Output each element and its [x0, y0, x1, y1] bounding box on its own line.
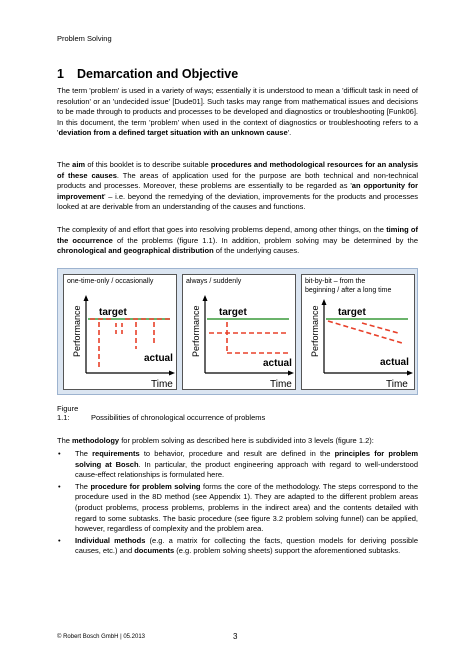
- p3-text: of the underlying causes.: [213, 246, 300, 256]
- p4-text: The: [57, 436, 73, 445]
- sudden-chart: [183, 275, 295, 389]
- bullet-icon: •: [58, 535, 61, 545]
- bullet-list: [57, 449, 418, 558]
- item-bold: principles for problem solving at Bosch: [75, 449, 418, 469]
- time-label: Time: [386, 379, 408, 389]
- paragraph-definition: [57, 86, 418, 139]
- section-heading: [57, 67, 238, 81]
- paragraph-complexity: [57, 225, 418, 257]
- section-title: Demarcation and Objective: [77, 67, 239, 81]
- target-label: target: [338, 307, 366, 318]
- item-text: (e.g. a matrix for collecting the facts, question models for deriving possible causes, etc.) and: [75, 535, 418, 556]
- p3-text: of the problems (figure 1.1). In addition, problem solving may be determined by the: [112, 235, 418, 245]
- p3-distribution-bold: chronological and geographical distribution: [57, 246, 214, 256]
- p4-text: for problem solving as described here is subdivided into 3 levels (figure 1.2):: [119, 436, 374, 445]
- item-bold: requirements: [92, 449, 140, 458]
- occasional-chart: [64, 275, 176, 389]
- item-text: to behavior, procedure and result are defined in the: [139, 449, 335, 458]
- target-label: target: [99, 307, 127, 318]
- gradual-chart: [302, 275, 414, 389]
- p3-text: The complexity of and effort that goes into resolving problems depend, among other things, on the: [57, 225, 387, 234]
- panel-label: always / suddenly: [186, 278, 242, 285]
- time-label: Time: [151, 379, 173, 389]
- figure-caption: [57, 404, 265, 422]
- performance-label: Performance: [72, 305, 82, 357]
- caption-text: Possibilities of chronological occurrence of problems: [91, 413, 266, 422]
- panel-occasional: [63, 274, 177, 390]
- running-header: Problem Solving: [57, 34, 112, 43]
- p2-text: . The areas of application used for the purpose are both technical and non-technical products and processes. Moreover, these problems are essentially to be regarded as ': [57, 170, 418, 191]
- list-item: [57, 449, 418, 481]
- item-text: forms the core of the methodology. The steps correspond to the procedure used in the 8D method (see Appendix 1). They are adapted to the different problem areas (product problems, process problems, problems in the indirect area) and the contents detailed with regard to some subtasks. The basic procedure (see figure 3.2 problem solving funnel) can be applied, however, regardless of complexity and the problem area.: [75, 481, 419, 534]
- actual-label: actual: [380, 357, 409, 368]
- bullet-icon: •: [58, 481, 61, 491]
- p2-aim-bold: aim: [72, 160, 86, 169]
- caption-number: Figure 1.1:: [57, 404, 79, 422]
- performance-label: Performance: [310, 305, 320, 357]
- p2-text: The: [57, 160, 73, 169]
- page-number: 3: [233, 632, 238, 641]
- actual-label: actual: [263, 358, 292, 369]
- item-text: The: [75, 481, 91, 491]
- p1-emphasis: deviation from a defined target situation with an unknown cause: [58, 128, 288, 138]
- p2-procedures-bold: procedures and methodological resources for an analysis of these causes: [57, 160, 419, 180]
- panel-label-line1: bit-by-bit – from the: [305, 278, 366, 285]
- p1-text: The term 'problem' is used in a variety of ways; essentially it is understood to mean a 'difficult task in need of resolution' or an 'undecided issue' [Dude01]. Such tasks may range from mathematical issues and decisions to be made through to products and processes to be developed and diagnostics or troubleshooting [Funk06]. In this document, the term 'problem' when used in the context of diagnostics or troubleshooting refers to a ': [57, 86, 418, 138]
- p3-timing-bold: timing of the occurrence: [57, 225, 418, 245]
- item-bold: documents: [134, 546, 175, 556]
- time-label: Time: [270, 379, 292, 389]
- panel-sudden: [182, 274, 296, 390]
- p2-opportunity-bold: an opportunity for improvement: [57, 181, 418, 201]
- p4-methodology-bold: methodology: [72, 436, 120, 445]
- panel-label: one-time-only / occasionally: [67, 278, 154, 285]
- footer-copyright: © Robert Bosch GmbH | 05.2013: [57, 634, 146, 640]
- item-text: (e.g. problem solving sheets) support the aforementioned subtasks.: [174, 546, 401, 556]
- paragraph-aim: [57, 160, 418, 213]
- item-bold: Individual methods: [75, 535, 146, 545]
- paragraph-methodology: [57, 436, 418, 447]
- item-text: The: [75, 449, 93, 458]
- list-item: [57, 482, 418, 535]
- p2-text: of this booklet is to describe suitable: [85, 160, 211, 169]
- item-text: . In particular, the product engineering approach with regard to well-understood cause-effect relationships is formulated here.: [75, 459, 419, 480]
- performance-label: Performance: [191, 305, 201, 357]
- item-bold: procedure for problem solving: [90, 481, 201, 491]
- target-label: target: [219, 307, 247, 318]
- actual-label: actual: [144, 353, 173, 364]
- p2-text: ' – i.e. beyond the remedying of the deviation, improvements for the products and processes looked at are derivable from an understanding of the causes and functions.: [57, 191, 418, 212]
- list-item: [57, 536, 418, 557]
- section-number: 1: [57, 67, 64, 81]
- bullet-icon: •: [58, 449, 61, 458]
- panel-label-line2: beginning / after a long time: [305, 287, 392, 294]
- p1-text-end: '.: [287, 128, 292, 138]
- figure-occurrence: [57, 268, 418, 395]
- panel-gradual: [301, 274, 415, 390]
